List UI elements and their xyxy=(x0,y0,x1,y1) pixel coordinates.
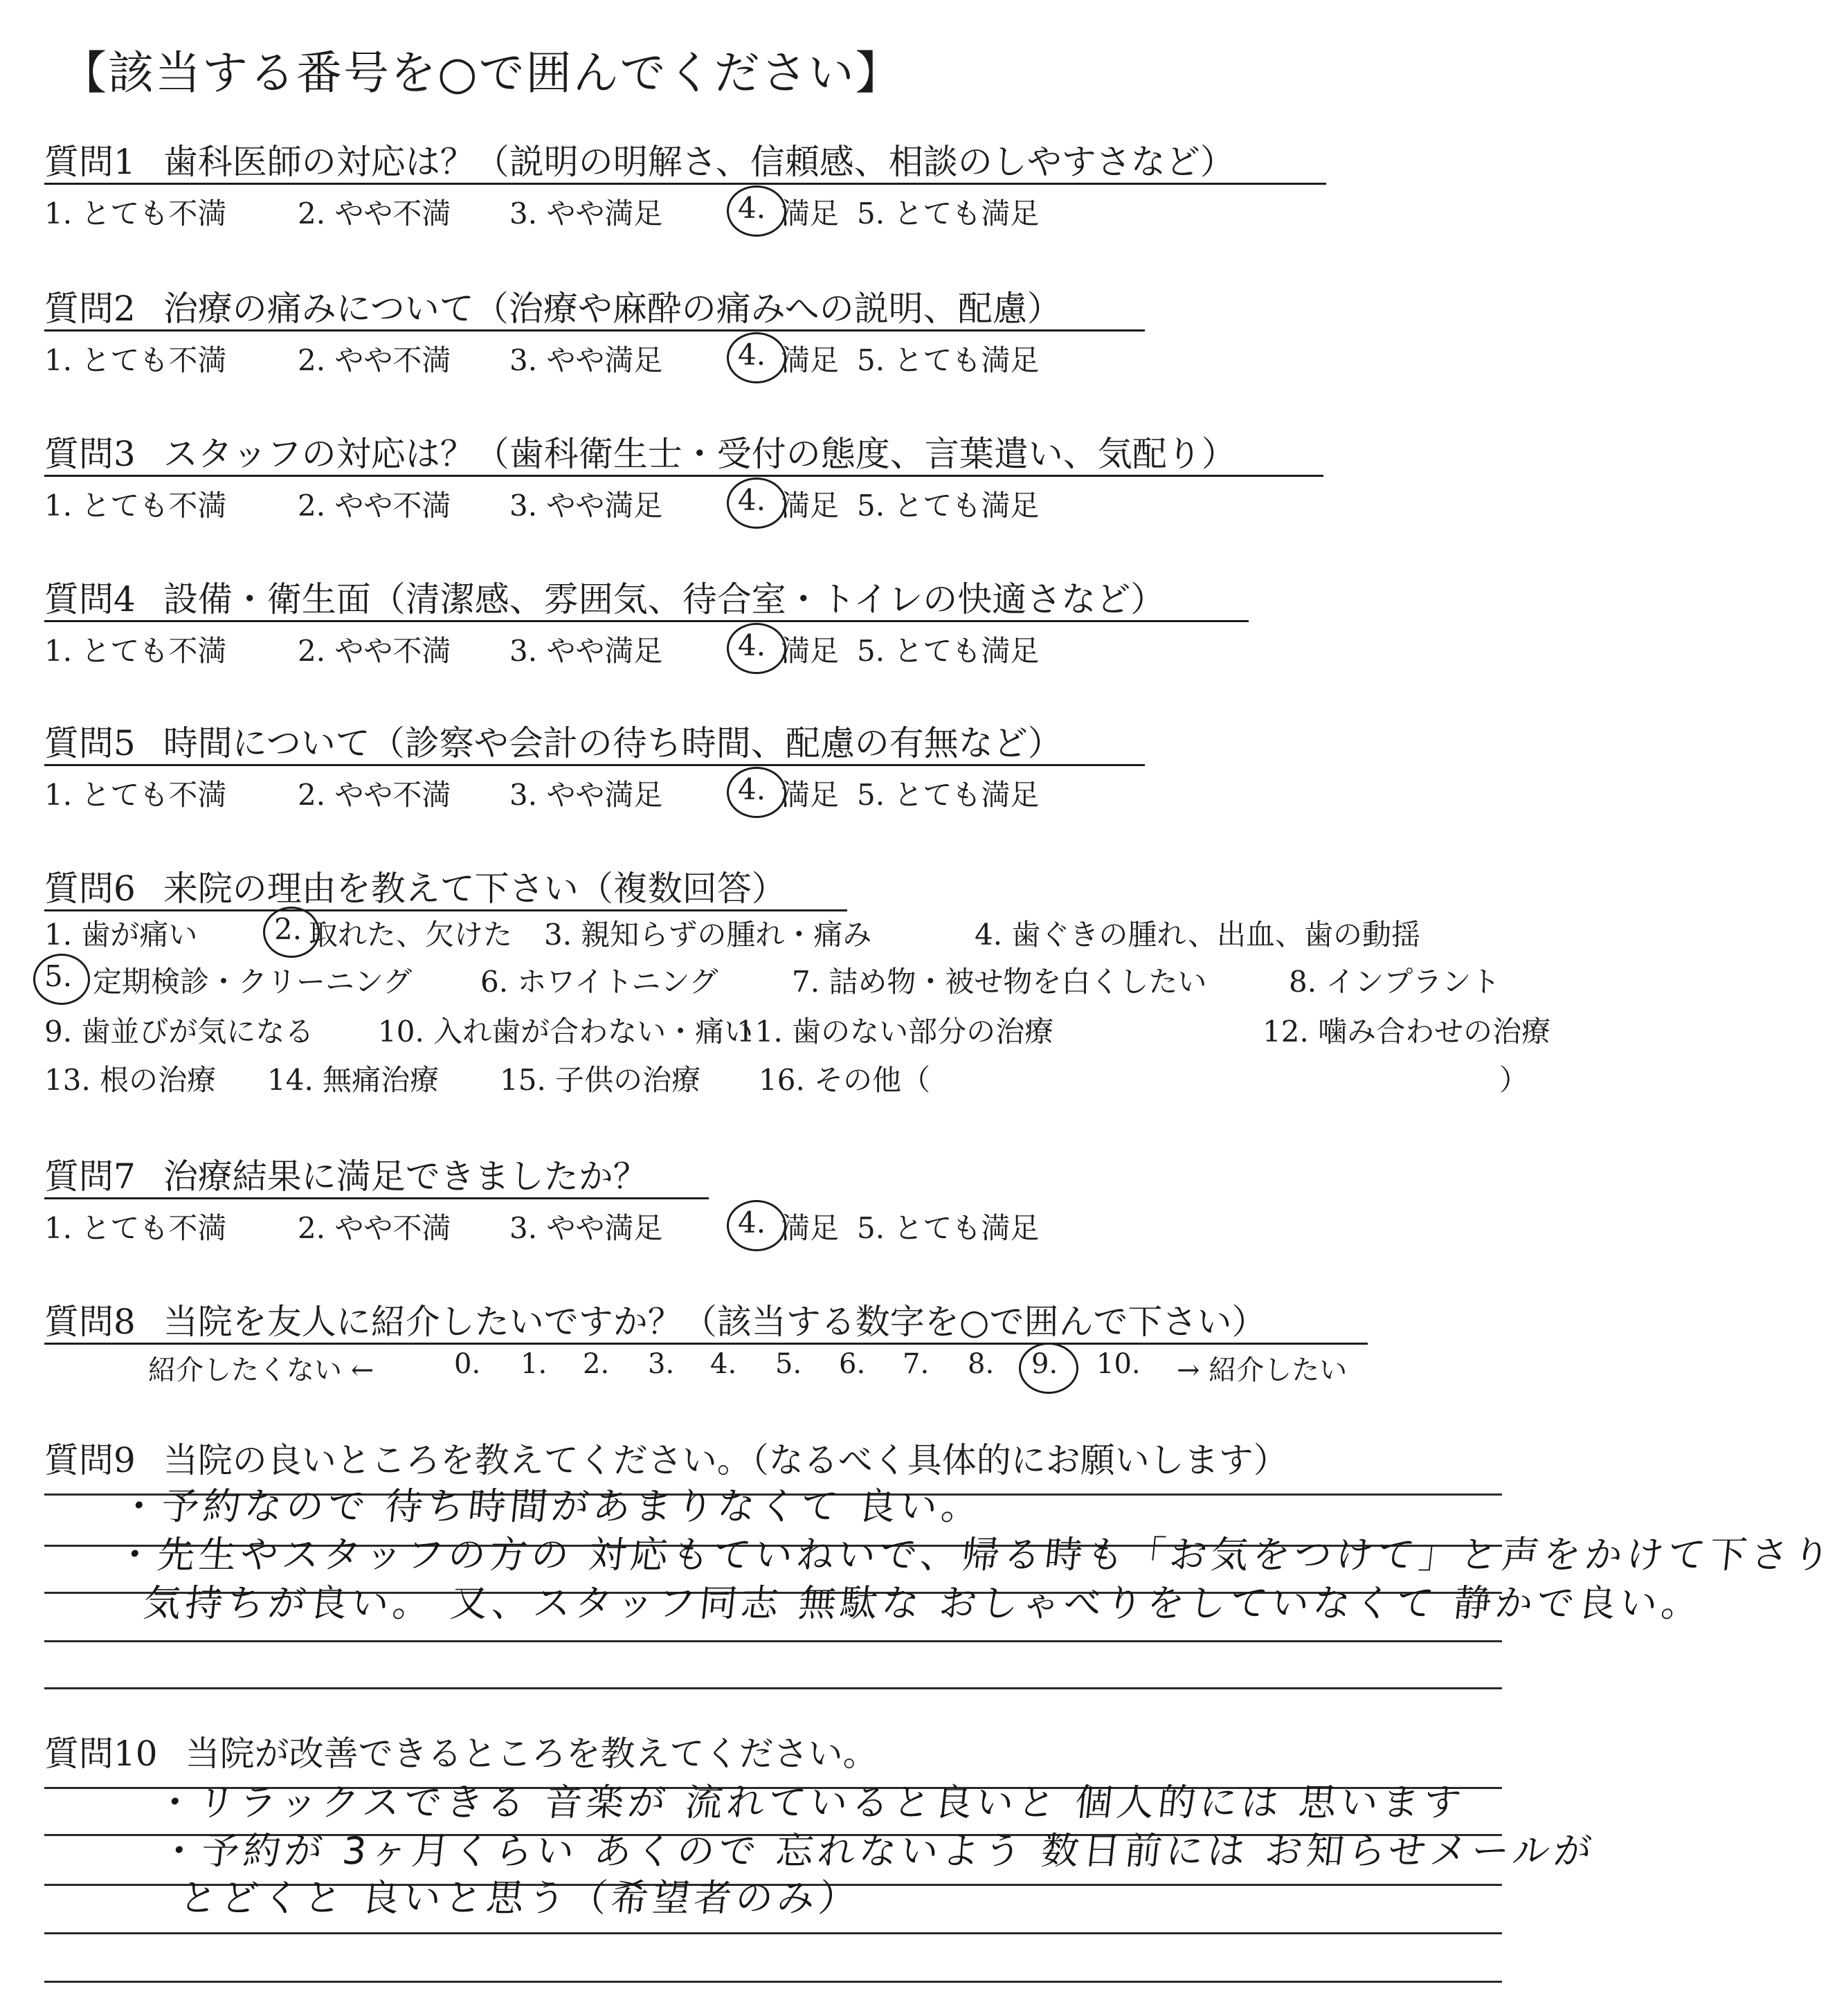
q8-scale-option[interactable]: 10. xyxy=(1096,1348,1141,1380)
q5-option[interactable]: 5. とても満足 xyxy=(857,778,1040,812)
q2-text: 治療の痛みについて（治療や麻酔の痛みへの説明、配慮） xyxy=(163,289,1062,329)
q6-option[interactable]: 3. 親知らずの腫れ・痛み xyxy=(544,918,872,952)
q10-answer-text: ・リラックスできる 音楽が 流れていると良いと 個人的には 思います xyxy=(154,1781,1467,1824)
q1-text: 歯科医師の対応は？（説明の明解さ、信頼感、相談のしやすさなど） xyxy=(163,142,1235,182)
q7-selected-circle xyxy=(727,1200,786,1251)
q6-option[interactable]: 11. 歯のない部分の治療 xyxy=(736,1015,1054,1048)
q2-option[interactable]: 2. やや不満 xyxy=(298,343,451,377)
q5-header xyxy=(44,716,1062,765)
q5-option[interactable]: 4. xyxy=(738,772,766,806)
q5-underline xyxy=(44,764,1145,766)
q10-text: 当院が改善できるところを教えてください。 xyxy=(185,1734,878,1774)
q6-option[interactable]: 4. 歯ぐきの腫れ、出血、歯の動揺 xyxy=(975,918,1420,952)
q6-option[interactable]: 6. ホワイトニング xyxy=(480,965,718,999)
q4-option[interactable]: 1. とても不満 xyxy=(44,634,227,668)
q8-scale-option[interactable]: 6. xyxy=(839,1348,866,1380)
q6-option[interactable]: 15. 子供の治療 xyxy=(500,1063,701,1097)
q5-option[interactable]: 2. やや不満 xyxy=(298,778,451,812)
q4-selected-circle xyxy=(727,623,786,674)
q4-option[interactable]: 5. とても満足 xyxy=(857,634,1040,668)
q1-option[interactable]: 2. やや不満 xyxy=(298,197,451,230)
q3-text: スタッフの対応は？（歯科衛生士・受付の態度、言葉遣い、気配り） xyxy=(163,434,1236,474)
q6-option[interactable]: 5. xyxy=(44,959,73,993)
q3-header xyxy=(44,426,1236,476)
q8-scale-option[interactable]: 5. xyxy=(775,1348,802,1380)
q6-option[interactable]: 7. 詰め物・被せ物を白くしたい xyxy=(792,965,1207,999)
q8-scale-option[interactable]: 3. xyxy=(648,1348,675,1380)
q8-scale-option[interactable]: 4. xyxy=(710,1348,737,1380)
q1-header xyxy=(44,134,1235,184)
q6-option[interactable]: ） xyxy=(1499,1063,1529,1097)
q8-scale-option[interactable]: 8. xyxy=(968,1348,995,1380)
q7-option[interactable]: 1. とても不満 xyxy=(44,1211,227,1245)
q6-option[interactable]: 8. インプラント xyxy=(1289,965,1501,999)
q1-option[interactable]: 満足 xyxy=(781,197,840,230)
q8-scale-option[interactable]: 9. xyxy=(1031,1348,1058,1380)
q2-option[interactable]: 4. xyxy=(738,338,766,372)
q8-header xyxy=(44,1294,1266,1344)
q2-header xyxy=(44,281,1062,331)
q8-selected-circle xyxy=(1019,1343,1078,1394)
q1-option[interactable]: 5. とても満足 xyxy=(857,197,1040,230)
q5-option[interactable]: 1. とても不満 xyxy=(44,778,227,812)
q5-number: 質問5 xyxy=(44,723,136,763)
q9-answer-text: ・予約なので 待ち時間があまりなくて 良い。 xyxy=(118,1484,986,1528)
q2-option[interactable]: 満足 xyxy=(781,343,840,377)
q5-option[interactable]: 満足 xyxy=(781,778,840,812)
q6-option[interactable]: 13. 根の治療 xyxy=(44,1063,217,1097)
answer-line xyxy=(44,1981,1502,1983)
q5-option[interactable]: 3. やや満足 xyxy=(509,778,663,812)
q6-option[interactable]: 16. その他（ xyxy=(759,1063,931,1097)
q6-text: 来院の理由を教えて下さい（複数回答） xyxy=(163,869,786,909)
q10-answer-text: とどくと 良いと思う（希望者のみ） xyxy=(177,1876,863,1920)
q4-option[interactable]: 4. xyxy=(738,628,766,662)
q8-text: 当院を友人に紹介したいですか？（該当する数字を○で囲んで下さい） xyxy=(163,1302,1267,1342)
q8-scale-option[interactable]: 7. xyxy=(903,1348,930,1380)
q9-answer-text: 気持ちが良い。 又、スタッフ同志 無駄な おしゃべりをしていなくて 静かで良い。 xyxy=(141,1581,1705,1625)
q8-left-label: 紹介したくない ← xyxy=(148,1354,374,1386)
q3-underline xyxy=(44,475,1323,477)
answer-line xyxy=(44,1687,1502,1689)
q6-option[interactable]: 10. 入れ歯が合わない・痛い xyxy=(378,1015,754,1048)
q1-option[interactable]: 4. xyxy=(738,191,766,225)
q4-option[interactable]: 2. やや不満 xyxy=(298,634,451,668)
q1-option[interactable]: 3. やや満足 xyxy=(509,197,663,230)
q3-option[interactable]: 1. とても不満 xyxy=(44,489,227,523)
q4-option[interactable]: 3. やや満足 xyxy=(509,634,663,668)
q7-header xyxy=(44,1149,648,1199)
q6-option[interactable]: 12. 噛み合わせの治療 xyxy=(1263,1015,1551,1048)
answer-line xyxy=(44,1932,1502,1934)
q10-number: 質問10 xyxy=(44,1734,158,1774)
q7-option[interactable]: 5. とても満足 xyxy=(857,1211,1040,1245)
answer-line xyxy=(44,1640,1502,1642)
q6-underline xyxy=(44,909,847,911)
q1-option[interactable]: 1. とても不満 xyxy=(44,197,227,230)
q5-text: 時間について（診察や会計の待ち時間、配慮の有無など） xyxy=(163,723,1062,763)
q9-answer-text: ・先生やスタッフの方の 対応もていねいで、帰る時も「お気をつけて」と声をかけて下さり xyxy=(114,1533,1837,1577)
q9-text: 当院の良いところを教えてください。（なるべく具体的にお願いします） xyxy=(163,1440,1288,1480)
q8-scale-option[interactable]: 1. xyxy=(521,1348,548,1380)
q3-option[interactable]: 2. やや不満 xyxy=(298,489,451,523)
q7-number: 質問7 xyxy=(44,1156,136,1197)
q7-underline xyxy=(44,1197,709,1199)
q5-selected-circle xyxy=(727,767,786,818)
q2-option[interactable]: 1. とても不満 xyxy=(44,343,227,377)
q2-number: 質問2 xyxy=(44,289,136,329)
q8-scale-option[interactable]: 0. xyxy=(454,1348,481,1380)
q4-header xyxy=(44,572,1165,621)
q6-selected-circle xyxy=(33,954,90,1005)
survey-heading: 【該当する番号を○で囲んでください】 xyxy=(61,46,903,100)
q1-number: 質問1 xyxy=(44,142,136,182)
q3-number: 質問3 xyxy=(44,434,136,474)
q10-answer-text: ・予約が 3ヶ月くらい あくので 忘れないよう 数日前には お知らせメールが xyxy=(158,1829,1598,1873)
q8-scale-option[interactable]: 2. xyxy=(583,1348,610,1380)
q6-header xyxy=(44,861,786,911)
q3-selected-circle xyxy=(727,478,786,529)
q6-option[interactable]: 定期検診・クリーニング xyxy=(93,965,413,999)
q6-number: 質問6 xyxy=(44,869,136,909)
q3-option[interactable]: 4. xyxy=(738,483,766,517)
q4-number: 質問4 xyxy=(44,579,136,619)
q1-underline xyxy=(44,183,1326,185)
q7-text: 治療結果に満足できましたか？ xyxy=(163,1156,648,1197)
q3-option[interactable]: 満足 xyxy=(781,489,840,523)
q2-option[interactable]: 5. とても満足 xyxy=(857,343,1040,377)
q6-selected-circle xyxy=(263,907,320,958)
q3-option[interactable]: 3. やや満足 xyxy=(509,489,663,523)
q4-text: 設備・衛生面（清潔感、雰囲気、待合室・トイレの快適さなど） xyxy=(163,579,1166,619)
q9-number: 質問9 xyxy=(44,1440,136,1480)
q8-number: 質問8 xyxy=(44,1302,136,1342)
q7-option[interactable]: 4. xyxy=(738,1206,766,1239)
q7-option[interactable]: 満足 xyxy=(781,1211,840,1245)
q3-option[interactable]: 5. とても満足 xyxy=(857,489,1040,523)
q6-option[interactable]: 2. xyxy=(274,912,302,946)
q6-option[interactable]: 9. 歯並びが気になる xyxy=(44,1015,314,1048)
q1-selected-circle xyxy=(727,185,786,237)
q4-option[interactable]: 満足 xyxy=(781,634,840,668)
q8-right-label: → 紹介したい xyxy=(1177,1354,1348,1386)
q9-header xyxy=(44,1433,1288,1482)
q2-selected-circle xyxy=(727,332,786,383)
q6-option[interactable]: 1. 歯が痛い xyxy=(44,918,198,952)
q6-option[interactable]: 14. 無痛治療 xyxy=(267,1063,440,1097)
q10-header xyxy=(44,1726,878,1776)
q7-option[interactable]: 2. やや不満 xyxy=(298,1211,451,1245)
q2-underline xyxy=(44,329,1145,332)
q2-option[interactable]: 3. やや満足 xyxy=(509,343,663,377)
q8-underline xyxy=(44,1343,1368,1345)
q4-underline xyxy=(44,620,1249,622)
q6-option[interactable]: 取れた、欠けた xyxy=(309,918,513,952)
q7-option[interactable]: 3. やや満足 xyxy=(509,1211,663,1245)
